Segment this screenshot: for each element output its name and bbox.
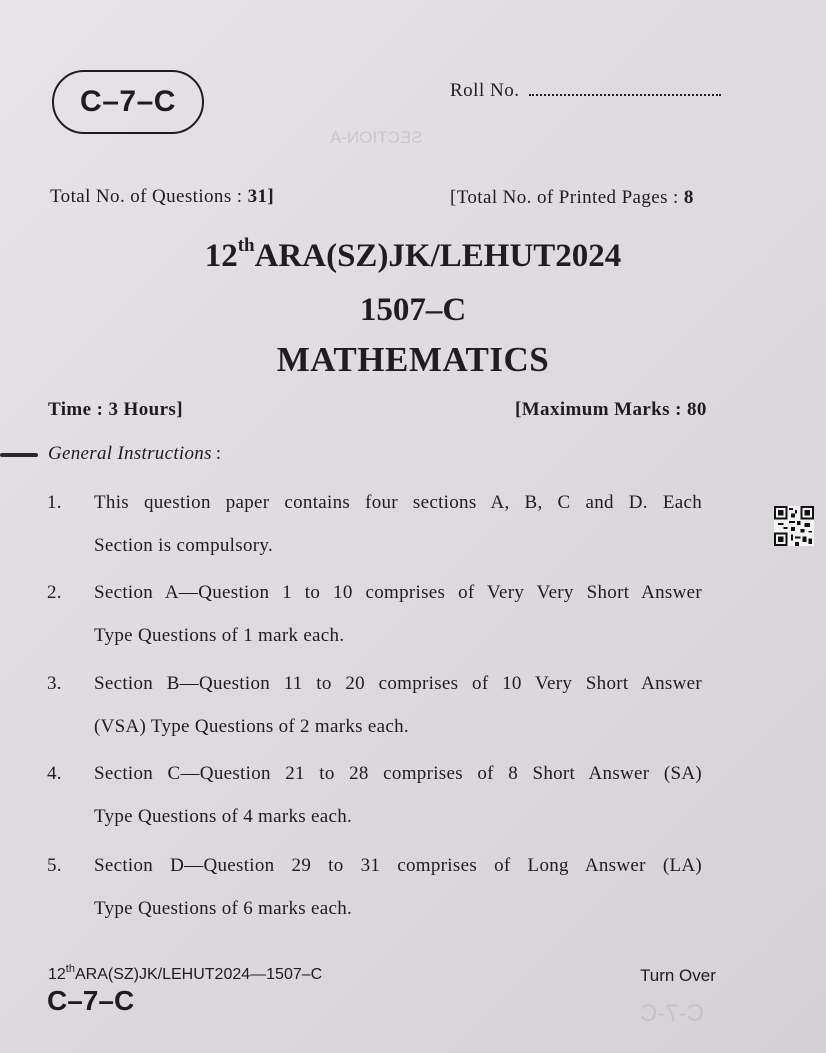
footer-code-prefix: 12 [48,966,66,983]
exam-code-prefix: 12 [204,238,238,274]
footer-paper-code-large: C–7–C [47,985,135,1016]
instruction-line: Section B—Question 11 to 20 comprises of 10 Very Short Answer [94,673,702,694]
roll-number-field [450,80,721,102]
instruction-line: Section is compulsory. [94,535,273,556]
instruction-line: Type Questions of 1 mark each. [94,625,345,646]
instructions-heading [48,443,221,465]
total-questions-value: 31] [247,186,275,207]
instruction-number: 4. [47,763,62,784]
total-pages-value: 8 [683,187,694,208]
roll-label: Roll No. [450,80,520,101]
bleed-through-decoration: C-7-C [640,1000,704,1027]
instruction-number: 3. [47,673,62,694]
subject-title: MATHEMATICS [276,340,550,379]
instructions-heading-colon: : [215,443,222,464]
paper-code: C–7–C [80,85,176,118]
instruction-number: 5. [47,855,62,876]
footer-paper-code [48,963,323,984]
turn-over-label: Turn Over [640,966,716,985]
instructions-heading-text: General Instructions [48,443,212,464]
instruction-line: Section C—Question 21 to 28 comprises of 8 Short Answer (SA) [94,763,702,784]
footer-code-sup: th [65,963,75,975]
total-pages [450,187,694,209]
exam-code-sup: th [237,235,255,256]
total-questions [50,186,274,208]
maximum-marks: [Maximum Marks : 80 [515,399,707,420]
instruction-line: Type Questions of 6 marks each. [94,898,353,919]
margin-mark [0,453,38,457]
instruction-number: 2. [47,582,62,603]
instruction-line: This question paper contains four sections A, B, C and D. Each [94,492,702,513]
instruction-number: 1. [47,492,62,513]
roll-dotted-line [529,80,721,96]
total-questions-label: Total No. of Questions : [50,186,243,207]
time-duration: Time : 3 Hours] [48,399,183,420]
footer-code-rest: ARA(SZ)JK/LEHUT2024—1507–C [74,966,323,983]
bleed-through-decoration: SECTION-A [330,128,423,147]
instruction-line: Section D—Question 29 to 31 comprises of Long Answer (LA) [94,855,702,876]
exam-code-title [0,235,826,275]
exam-code-rest: ARA(SZ)JK/LEHUT2024 [254,238,622,274]
qr-code-icon [774,506,814,546]
instruction-line: Type Questions of 4 marks each. [94,806,353,827]
instruction-line: Section A—Question 1 to 10 comprises of Very Very Short Answer [94,582,702,603]
total-pages-label: [Total No. of Printed Pages : [450,187,679,208]
paper-number-title: 1507–C [359,292,467,328]
paper-code-badge [52,70,204,134]
instruction-line: (VSA) Type Questions of 2 marks each. [94,716,409,737]
